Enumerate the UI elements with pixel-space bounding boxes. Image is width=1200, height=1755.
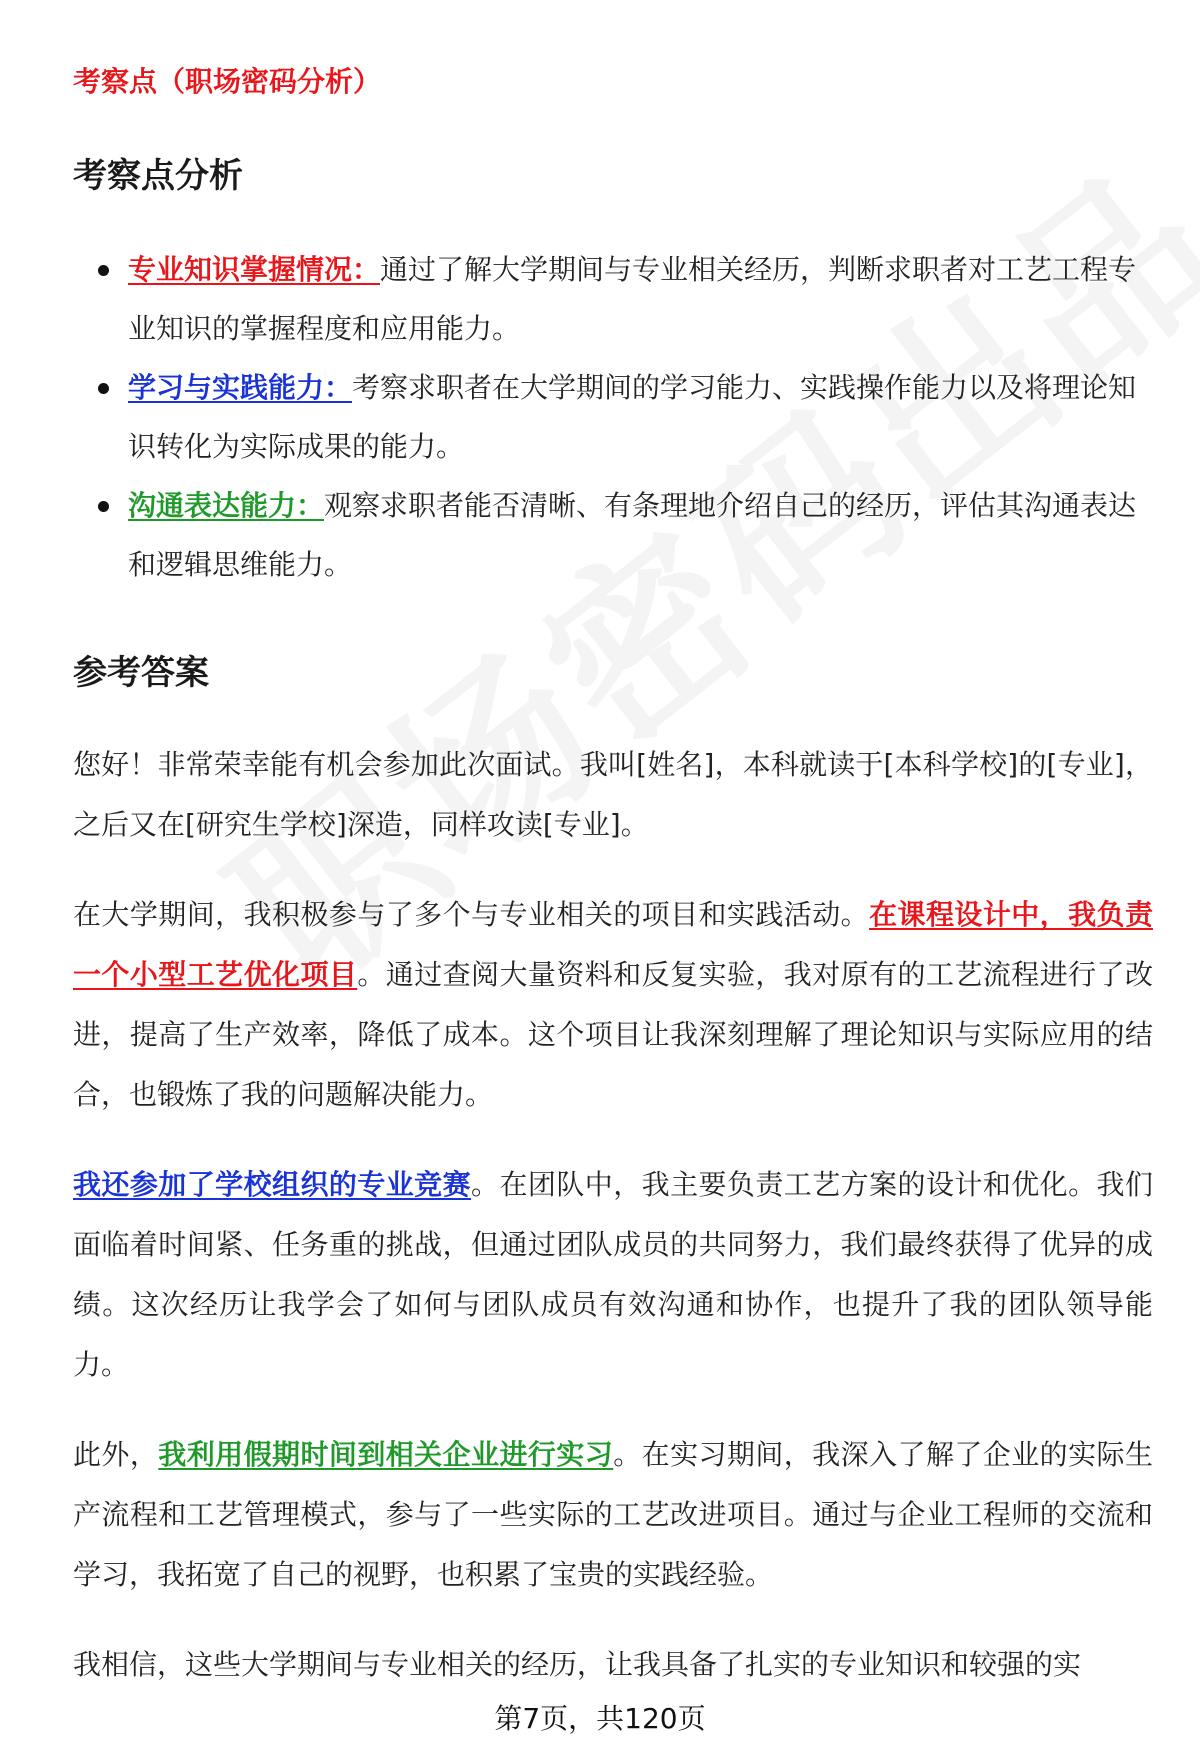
list-item — [73, 240, 1153, 358]
answer-paragraph: 您好！非常荣幸能有机会参加此次面试。我叫[姓名]，本科就读于[本科学校]的[专业]，之后又在[研究生学校]深造，同样攻读[专业]。 — [73, 748, 1153, 841]
bullet-keyword: 专业知识掌握情况： — [128, 253, 381, 286]
list-item — [73, 476, 1153, 594]
bullet-keyword: 沟通表达能力： — [128, 489, 325, 522]
paragraph-text: 。在实习期间，我深入了解了企业的实际生产流程和工艺管理模式，参与了一些实际的工艺改进项目。通过与企业工程师的交流和学习，我拓宽了自己的视野，也积累了宝贵的实践经验。 — [73, 1438, 1153, 1591]
analysis-heading: 考察点分析 — [73, 156, 243, 196]
bullet-icon — [98, 265, 109, 276]
analysis-list — [73, 240, 1153, 594]
answer-heading: 参考答案 — [73, 653, 209, 693]
highlight-text: 在课程设计中，我负责一个小型工艺优化项目 — [73, 898, 1153, 991]
highlight-text: 我利用假期时间到相关企业进行实习 — [158, 1438, 614, 1471]
highlight-text: 我还参加了学校组织的专业竞赛 — [73, 1168, 472, 1201]
answer-paragraph — [73, 885, 1153, 1125]
section-label: 考察点（职场密码分析） — [73, 65, 382, 98]
bullet-text: 考察求职者在大学期间的学习能力、实践操作能力以及将理论知识转化为实际成果的能力。 — [128, 371, 1137, 463]
bullet-icon — [98, 501, 109, 512]
paragraph-text: 在大学期间，我积极参与了多个与专业相关的项目和实践活动。 — [73, 898, 870, 931]
page-number: 第7页，共120页 — [494, 1702, 706, 1735]
bullet-text: 通过了解大学期间与专业相关经历，判断求职者对工艺工程专业知识的掌握程度和应用能力。 — [128, 253, 1137, 345]
answer-paragraph — [73, 1155, 1153, 1395]
answer-paragraph — [73, 1425, 1153, 1605]
list-item — [73, 358, 1153, 476]
bullet-text: 观察求职者能否清晰、有条理地介绍自己的经历，评估其沟通表达和逻辑思维能力。 — [128, 489, 1137, 581]
paragraph-text: 。通过查阅大量资料和反复实验，我对原有的工艺流程进行了改进，提高了生产效率，降低了成本。这个项目让我深刻理解了理论知识与实际应用的结合，也锻炼了我的问题解决能力。 — [73, 958, 1153, 1111]
answer-paragraph: 我相信，这些大学期间与专业相关的经历，让我具备了扎实的专业知识和较强的实 — [73, 1648, 1082, 1681]
bullet-icon — [98, 383, 109, 394]
bullet-keyword: 学习与实践能力： — [128, 371, 353, 404]
paragraph-text: 此外， — [73, 1438, 159, 1471]
paragraph-text: 。在团队中，我主要负责工艺方案的设计和优化。我们面临着时间紧、任务重的挑战，但通过团队成员的共同努力，我们最终获得了优异的成绩。这次经历让我学会了如何与团队成员有效沟通和协作，也提升了我的团队领导能力。 — [73, 1168, 1153, 1381]
